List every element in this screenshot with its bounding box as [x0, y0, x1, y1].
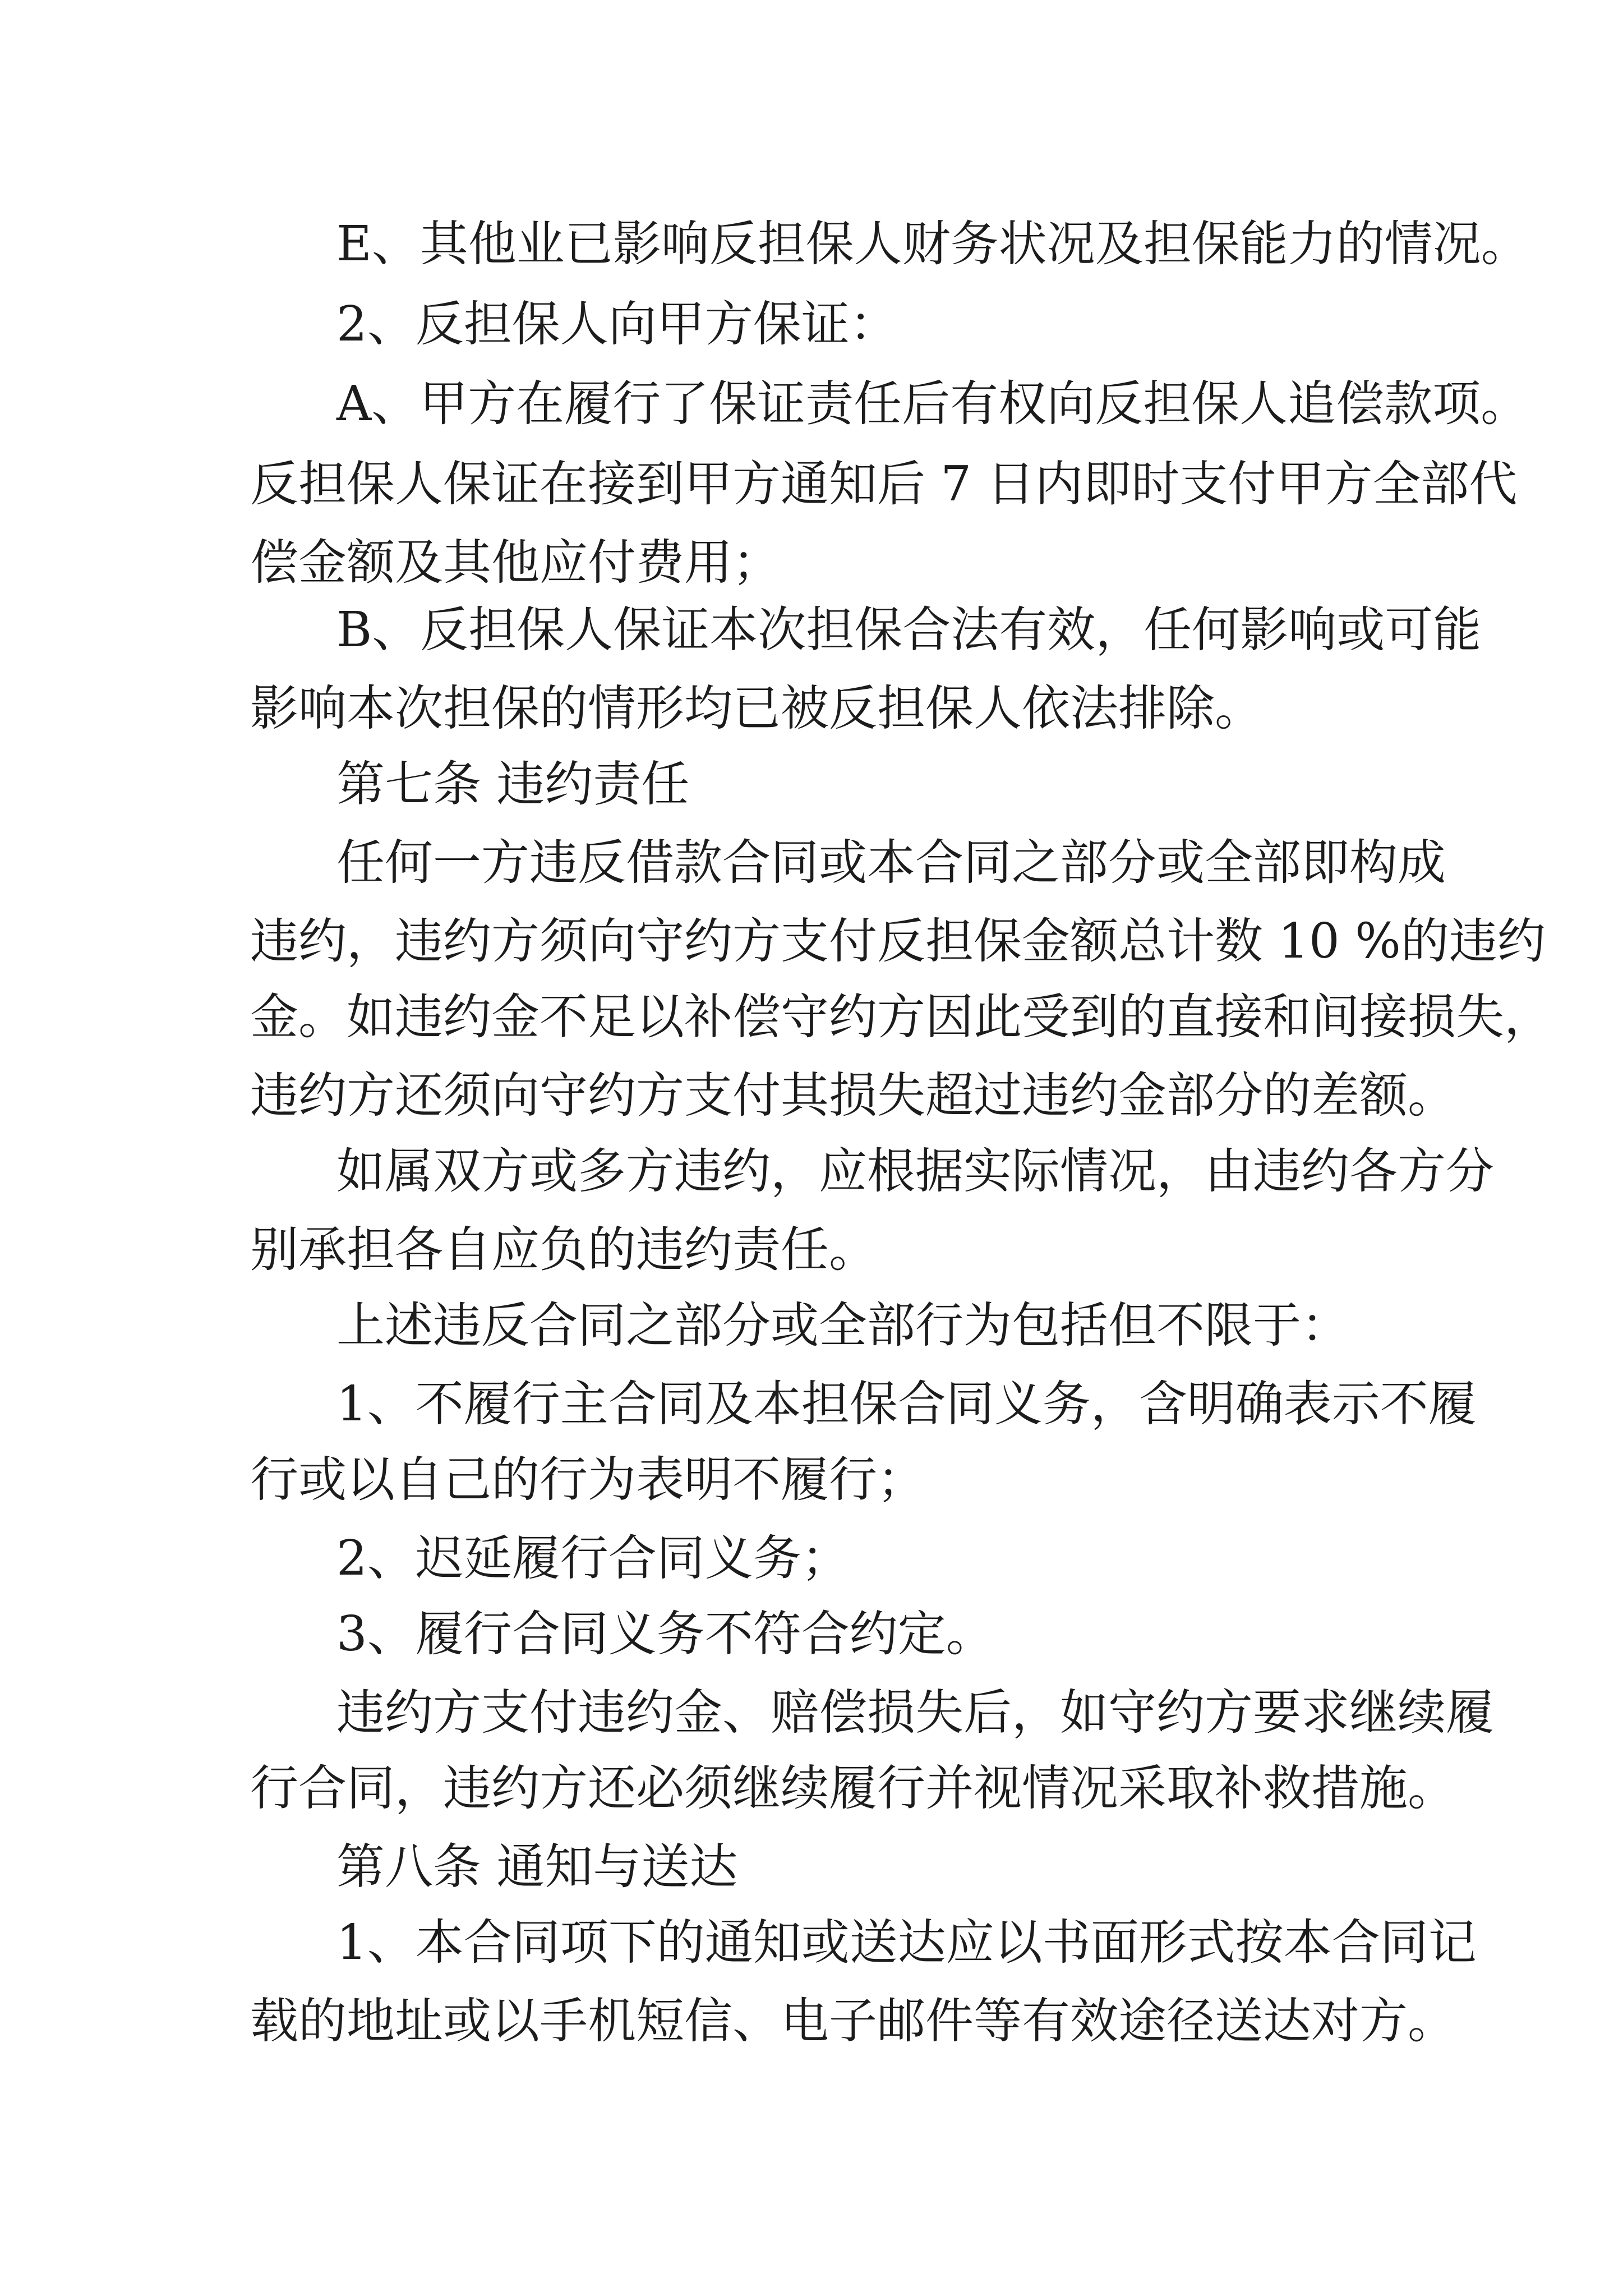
text-line-19: 3、履行合同义务不符合约定。: [336, 1606, 994, 1662]
text-line-10: 违约，违约方须向守约方支付反担保金额总计数 10 %的违约: [250, 913, 1546, 969]
text-line-7: 影响本次担保的情形均已被反担保人依法排除。: [250, 680, 1263, 737]
text-line-17: 行或以自己的行为表明不履行；: [250, 1452, 925, 1508]
text-line-24: 载的地址或以手机短信、电子邮件等有效途径送达对方。: [250, 1993, 1456, 2049]
text-line-18: 2、迟延履行合同义务；: [336, 1530, 850, 1586]
text-line-20: 违约方支付违约金、赔偿损失后，如守约方要求继续履: [336, 1685, 1494, 1741]
text-line-12: 违约方还须向守约方支付其损失超过违约金部分的差额。: [250, 1068, 1456, 1124]
text-line-16: 1、不履行主合同及本担保合同义务，含明确表示不履: [336, 1376, 1477, 1432]
text-line-4: 反担保人保证在接到甲方通知后 7 日内即时支付甲方全部代: [250, 456, 1518, 512]
text-line-22: 第八条 通知与送达: [336, 1839, 738, 1895]
text-line-2: 2、反担保人向甲方保证：: [336, 296, 898, 352]
text-line-8: 第七条 违约责任: [336, 756, 690, 812]
text-line-1: E、其他业已影响反担保人财务状况及担保能力的情况。: [336, 216, 1529, 272]
text-line-5: 偿金额及其他应付费用；: [250, 535, 781, 591]
text-line-3: A、甲方在履行了保证责任后有权向反担保人追偿款项。: [336, 376, 1529, 432]
text-line-13: 如属双方或多方违约，应根据实际情况，由违约各方分: [336, 1143, 1494, 1199]
text-line-6: B、反担保人保证本次担保合法有效，任何影响或可能: [336, 602, 1482, 658]
text-line-15: 上述违反合同之部分或全部行为包括但不限于：: [336, 1297, 1349, 1354]
text-line-23: 1、本合同项下的通知或送达应以书面形式按本合同记: [336, 1915, 1477, 1971]
text-line-21: 行合同，违约方还必须继续履行并视情况采取补救措施。: [250, 1760, 1456, 1816]
text-line-14: 别承担各自应负的违约责任。: [250, 1222, 877, 1278]
text-line-9: 任何一方违反借款合同或本合同之部分或全部即构成: [336, 835, 1446, 891]
text-line-11: 金。如违约金不足以补偿守约方因此受到的直接和间接损失，: [250, 989, 1552, 1045]
